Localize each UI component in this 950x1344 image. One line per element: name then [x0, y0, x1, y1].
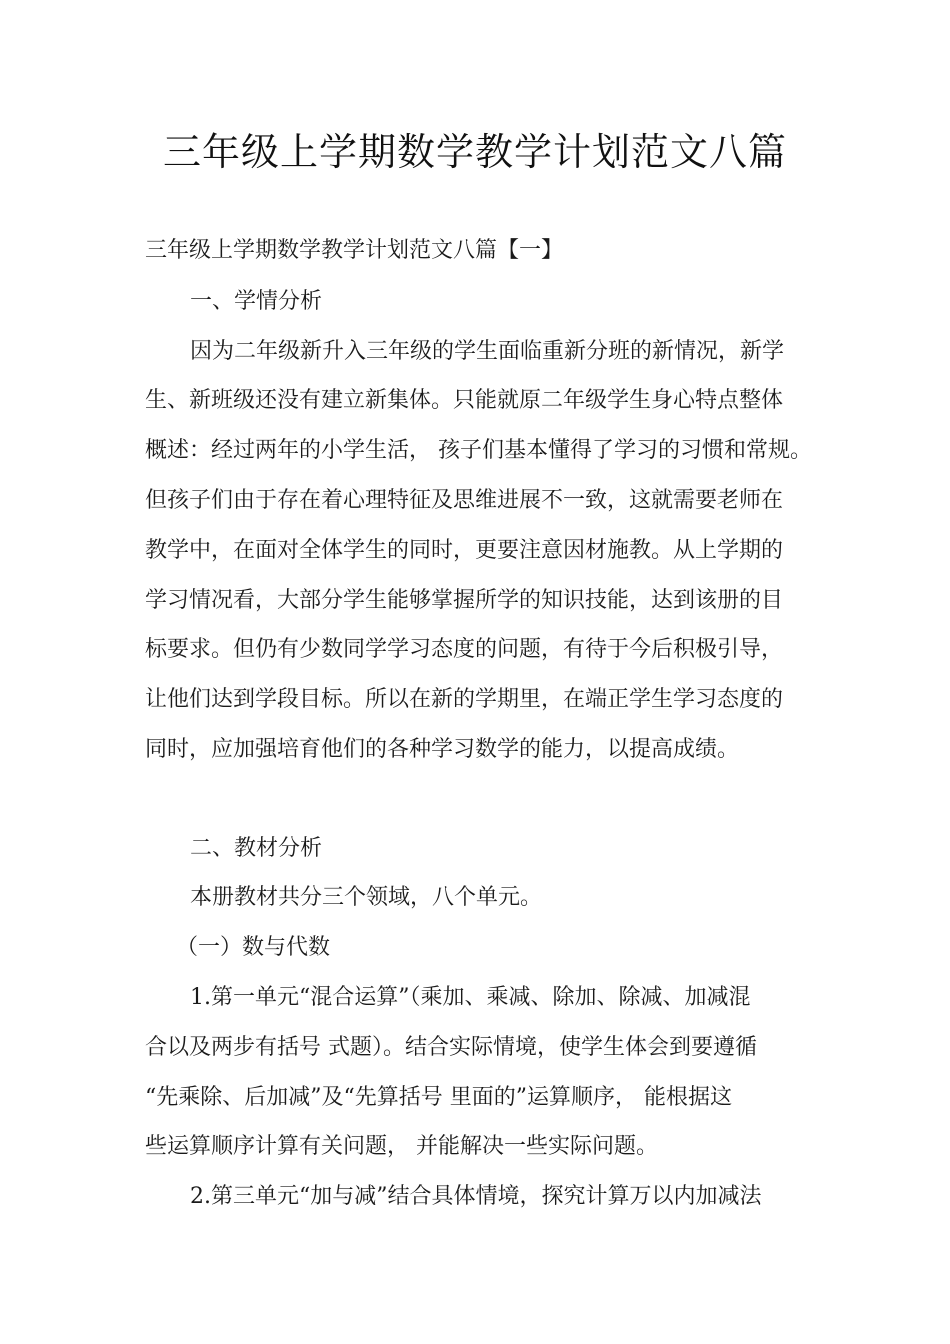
paragraph-line: 让他们达到学段目标。所以在新的学期里，在端正学生学习态度的	[145, 687, 784, 712]
subheading-textbook-analysis: 二、教材分析	[190, 836, 323, 861]
paragraph-line: 但孩子们由于存在着心理特征及思维进展不一致，这就需要老师在	[145, 488, 784, 513]
paragraph-line: 生、新班级还没有建立新集体。只能就原二年级学生身心特点整体	[145, 388, 784, 413]
paragraph-line: 学习情况看，大部分学生能够掌握所学的知识技能，达到该册的目	[145, 588, 784, 613]
paragraph-line: 本册教材共分三个领域，八个单元。	[190, 885, 543, 910]
paragraph-line: 教学中，在面对全体学生的同时，更要注意因材施教。从上学期的	[145, 538, 784, 563]
paragraph-line: 合以及两步有括号 式题）。结合实际情境，使学生体会到要遵循	[145, 1035, 757, 1060]
paragraph-line: 标要求。但仍有少数同学学习态度的问题，有待于今后积极引导，	[145, 637, 784, 662]
document-title: 三年级上学期数学教学计划范文八篇	[162, 130, 787, 174]
subheading-numbers-and-algebra: （一）数与代数	[176, 935, 331, 960]
paragraph-line: 因为二年级新升入三年级的学生面临重新分班的新情况，新学	[190, 339, 785, 364]
paragraph-line: “先乘除、后加减”及“先算括号 里面的”运算顺序， 能根据这	[145, 1085, 732, 1110]
paragraph-line: 1.第一单元“混合运算”（乘加、乘减、除加、除减、加减混	[190, 985, 751, 1010]
section-heading-part-one: 三年级上学期数学教学计划范文八篇【一】	[145, 238, 564, 263]
paragraph-line: 2.第三单元“加与减”结合具体情境，探究计算万以内加减法	[190, 1184, 762, 1209]
subheading-learning-analysis: 一、学情分析	[190, 289, 323, 314]
paragraph-line: 些运算顺序计算有关问题， 并能解决一些实际问题。	[145, 1134, 658, 1159]
paragraph-line: 概述：经过两年的小学生活， 孩子们基本懂得了学习的习惯和常规。	[145, 438, 812, 463]
paragraph-line: 同时，应加强培育他们的各种学习数学的能力，以提高成绩。	[145, 737, 740, 762]
